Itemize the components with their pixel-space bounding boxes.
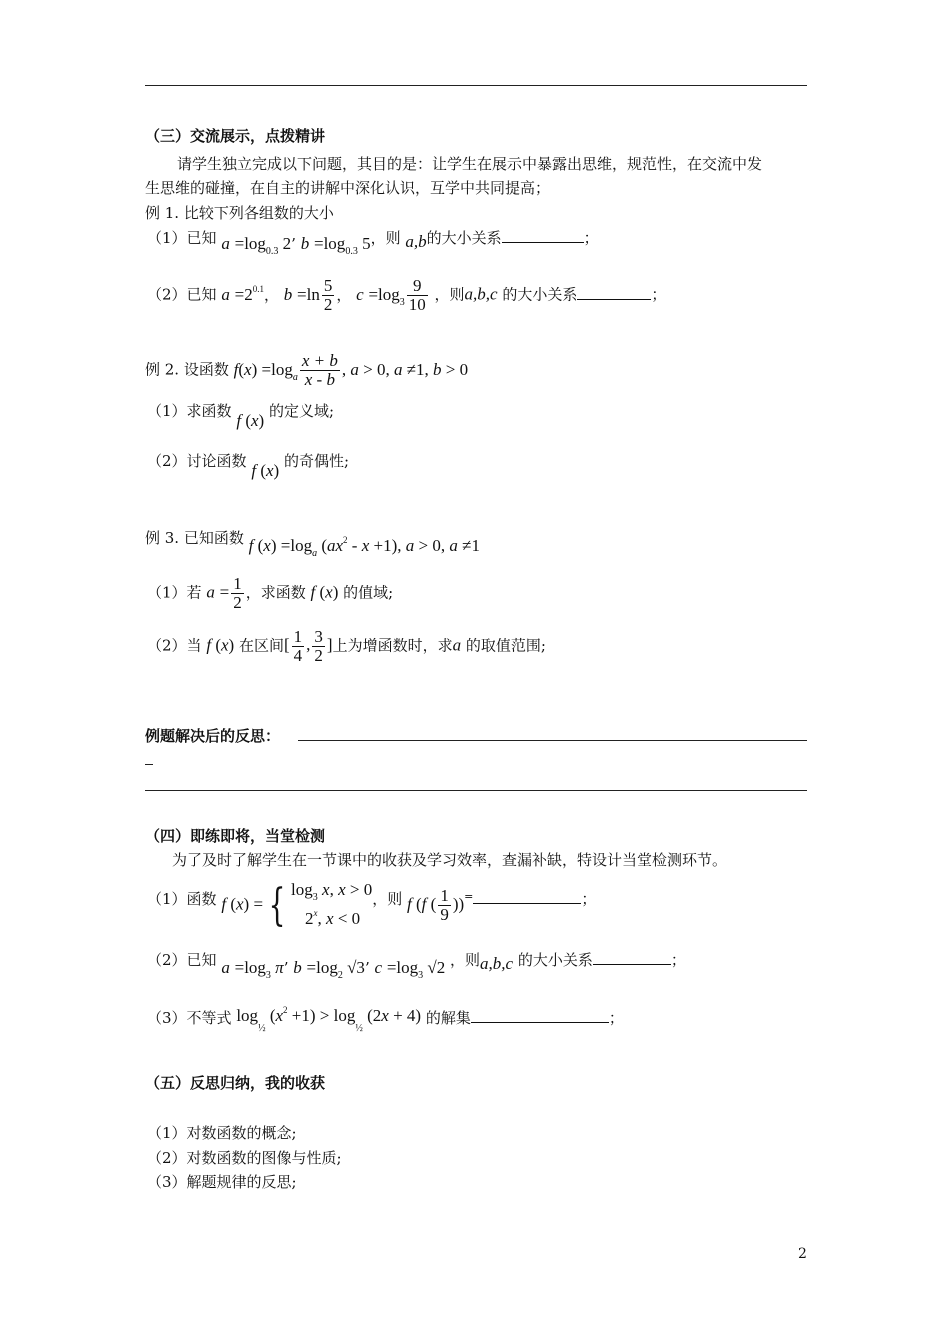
s4-q2-mid: ，则 bbox=[450, 951, 481, 969]
ex2-q2 bbox=[147, 451, 349, 481]
section3-title: （三）交流展示，点拨精讲 bbox=[145, 127, 326, 145]
s4-q1-prefix: （1）函数 bbox=[147, 889, 217, 908]
ex2-q1-post: 的定义域; bbox=[268, 402, 335, 420]
ex3-q1: （1）若 a = $\frac{1}{2}$ ，求函数 f (x) 的值域; bbox=[147, 574, 394, 612]
ex1-title: 例 1. 比较下列各组数的大小 bbox=[145, 204, 334, 222]
section5-item: （3）解题规律的反思; bbox=[147, 1173, 297, 1191]
ex3-q2-mid: 在区间 bbox=[238, 636, 284, 655]
ex1-q2-mid: ，则 bbox=[434, 285, 465, 304]
section3-intro-line1: 请学生独立完成以下问题，其目的是：让学生在展示中暴露出思维，规范性，在交流中发 bbox=[177, 155, 763, 173]
s4-q3-post: 的解集 bbox=[425, 1009, 471, 1027]
ex1-q1: （1）已知 $a =\log_{0.3}$ 2’ $b =\log_{0.3}$ 5，则 a,b的大小关系 ； bbox=[147, 229, 599, 257]
s4-q2: （2）已知 $a =\log_3$ π’ $b =\log_2$ √3’ $c =\log_3$ √2 ，则a,b,c 的大小关系 ； bbox=[147, 951, 686, 981]
reflection-line-2[interactable] bbox=[145, 790, 807, 791]
ex1-q1-post: 的大小关系 bbox=[426, 229, 502, 247]
reflection-dash bbox=[145, 764, 153, 765]
ex2-q1-prefix: （1）求函数 bbox=[147, 402, 232, 420]
section5-item: （2）对数函数的图像与性质; bbox=[147, 1149, 342, 1167]
s4-q1: （1）函数 f (x) = { $\log_3 x$, x > 0 2$^x$, x < 0 ，则 f (f ( $\frac{1}{9}$ ))= ； bbox=[147, 877, 596, 937]
ex1-q1-formula: $a =\log_{0.3}$ 2’ $b =\log_{0.3}$ 5 bbox=[221, 234, 371, 257]
ex3-title-line bbox=[145, 528, 480, 559]
s4-q3: （3）不等式 $\log_{\frac{1}{2}} (x^2 +1) > \log_{\frac{1}{2}} (2x + 4)$ 的解集 ； bbox=[147, 1005, 624, 1034]
ex1-q2-formula: $a =2^{0.1}$， b =ln $\frac{5}{2}$ ， $c =\log_3$ $\frac{9}{10}$ bbox=[221, 276, 426, 314]
ex1-q2-vars: a,b,c bbox=[464, 284, 498, 304]
ex2-title: 例 2. 设函数 bbox=[145, 360, 229, 379]
ex1-q1-answer-blank[interactable] bbox=[502, 228, 584, 243]
ex3-q1-mid: ，求函数 bbox=[245, 583, 306, 602]
ex2-formula: $f(x) =\log_a$ $\frac{x + b}{x - b}$ , a > 0, a ≠1, b > 0 bbox=[233, 351, 469, 389]
s4-q1-function: f (x) = { $\log_3 x$, x > 0 2$^x$, x < 0 bbox=[221, 879, 373, 931]
section4-title: （四）即练即将，当堂检测 bbox=[145, 827, 326, 845]
ex3-q2: （2）当 f (x) 在区间[ $\frac{1}{4}$ , $\frac{3}{2}$ ]上为增函数时，求a 的取值范围; bbox=[147, 627, 546, 665]
reflection-line-1[interactable] bbox=[298, 740, 807, 741]
top-rule bbox=[145, 85, 807, 86]
s4-q2-formula: $a =\log_3$ π’ $b =\log_2$ √3’ $c =\log_3$ √2 bbox=[221, 958, 446, 981]
ex1-q2-answer-blank[interactable] bbox=[577, 285, 651, 300]
ex1-q2-post: 的大小关系 bbox=[502, 285, 578, 304]
ex2-q1-fx: f (x) bbox=[236, 411, 265, 430]
ex3-q2-prefix: （2）当 bbox=[147, 636, 202, 655]
ex3-q1-prefix: （1）若 bbox=[147, 583, 202, 602]
ex3-q1-post: 的值域; bbox=[343, 583, 394, 602]
s4-q3-formula: $\log_{\frac{1}{2}} (x^2 +1) > \log_{\frac{1}{2}} (2x + 4)$ bbox=[236, 1005, 422, 1034]
ex2-q2-prefix: （2）讨论函数 bbox=[147, 452, 247, 470]
s4-q3-prefix: （3）不等式 bbox=[147, 1009, 232, 1027]
ex3-q1-fraction: $\frac{1}{2}$ bbox=[233, 574, 242, 612]
section5-title: （五）反思归纳，我的收获 bbox=[145, 1074, 326, 1092]
ex1-q1-prefix: （1）已知 bbox=[147, 229, 217, 247]
ex3-title: 例 3. 已知函数 bbox=[145, 529, 244, 547]
s4-q2-vars: a,b,c bbox=[480, 954, 514, 973]
ex2-q1 bbox=[147, 401, 334, 431]
ex2-title-line bbox=[145, 352, 468, 389]
ex1-q1-mid: ，则 bbox=[370, 229, 401, 247]
ex2-q2-fx: f (x) bbox=[251, 461, 280, 480]
page-number: 2 bbox=[798, 1246, 807, 1262]
reflection-label: 例题解决后的反思： bbox=[145, 727, 281, 745]
s4-q3-answer-blank[interactable] bbox=[471, 1008, 609, 1023]
section3-intro-line2: 生思维的碰撞，在自主的讲解中深化认识，互学中共同提高； bbox=[145, 179, 551, 197]
ex1-q2-prefix: （2）已知 bbox=[147, 285, 217, 304]
section4-intro: 为了及时了解学生在一节课中的收获及学习效率，查漏补缺，特设计当堂检测环节。 bbox=[172, 851, 728, 869]
ex3-q2-mid2: 上为增函数时，求 bbox=[332, 636, 453, 655]
section5-item: （1）对数函数的概念; bbox=[147, 1124, 297, 1142]
s4-q2-post: 的大小关系 bbox=[517, 951, 593, 969]
s4-q2-prefix: （2）已知 bbox=[147, 951, 217, 969]
ex2-q2-post: 的奇偶性; bbox=[283, 452, 350, 470]
s4-q1-mid: ，则 bbox=[372, 889, 403, 908]
ex3-q2-post: 的取值范围; bbox=[465, 636, 546, 655]
ex3-formula: f $(x) =\log_a$ $(ax^2 - x +1)$, a > 0, a ≠1 bbox=[248, 535, 480, 559]
ex3-q2-interval: [ $\frac{1}{4}$ , $\frac{3}{2}$ ] bbox=[284, 627, 333, 665]
s4-q1-answer-blank[interactable] bbox=[473, 889, 581, 904]
ex1-q1-vars: a,b bbox=[405, 232, 427, 251]
ex1-q2: （2）已知 $a =2^{0.1}$， b =ln $\frac{5}{2}$ ， $c =\log_3$ $\frac{9}{10}$ ，则a,b,c 的大小关系 ； bbox=[147, 276, 667, 314]
s4-q2-answer-blank[interactable] bbox=[593, 950, 671, 965]
s4-q1-expr: f (f ( $\frac{1}{9}$ )) bbox=[407, 886, 465, 924]
